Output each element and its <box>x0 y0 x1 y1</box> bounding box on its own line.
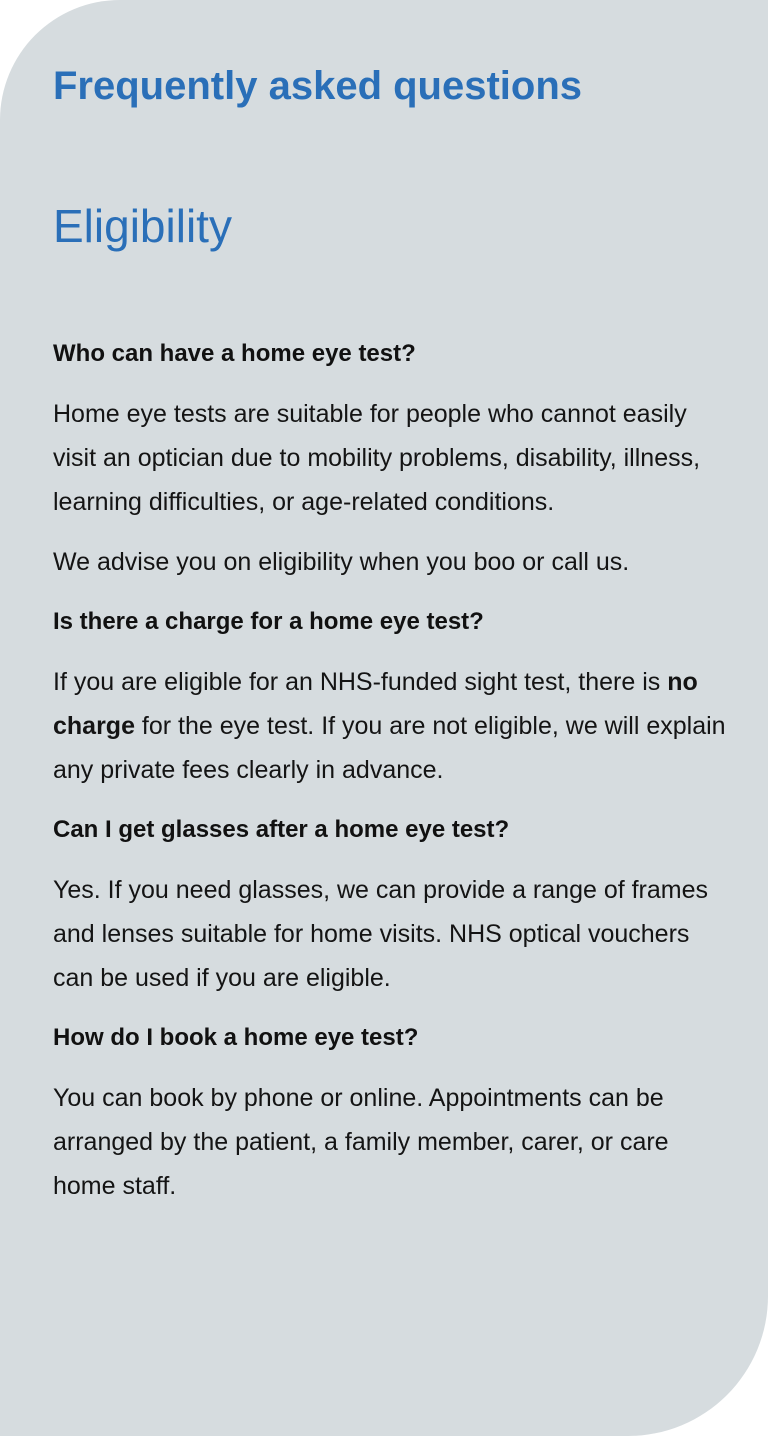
faq-item-charge <box>53 600 728 792</box>
faq-question: Is there a charge for a home eye test? <box>53 608 484 635</box>
faq-question: Can I get glasses after a home eye test? <box>53 816 510 843</box>
faq-answer-text: If you are eligible for an NHS-funded sight test, there is <box>53 668 668 696</box>
faq-question: Who can have a home eye test? <box>53 340 416 367</box>
faq-answer: You can book by phone or online. Appointments can be arranged by the patient, a family member, carer, or care home staff. <box>53 1084 669 1200</box>
page-title: Frequently asked questions <box>53 64 583 108</box>
faq-answer: We advise you on eligibility when you boo or call us. <box>53 548 630 576</box>
faq-question: How do I book a home eye test? <box>53 1024 419 1051</box>
faq-item-who-can-have <box>53 332 728 584</box>
faq-list <box>53 332 728 1208</box>
faq-answer-text: for the eye test. If you are not eligible, we will explain any private fees clearly in advance. <box>53 712 726 784</box>
faq-answer: Yes. If you need glasses, we can provide a range of frames and lenses suitable for home visits. NHS optical vouchers can be used if you are eligible. <box>53 876 709 992</box>
faq-answer-emphasis: no charge <box>53 668 698 740</box>
section-title-eligibility: Eligibility <box>53 200 232 252</box>
faq-item-booking <box>53 1016 728 1208</box>
faq-item-glasses <box>53 808 728 1000</box>
faq-answer <box>53 660 728 792</box>
faq-answer: Home eye tests are suitable for people who cannot easily visit an optician due to mobility problems, disability, illness, learning difficulties, or age-related conditions. <box>53 400 701 516</box>
